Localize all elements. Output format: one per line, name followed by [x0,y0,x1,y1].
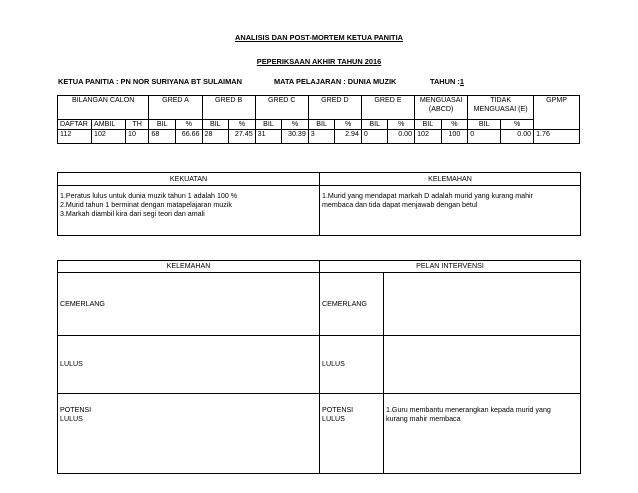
gred-e-bil-value: 0 [361,130,388,144]
subheader-cell: % [282,120,309,130]
subheader-cell: % [441,120,468,130]
row-label-line: LULUS [60,414,83,423]
kelemahan-line: membaca dan tida dapat menjawab dengan betul [322,200,478,209]
kekuatan-content [58,186,320,236]
gred-e-pct-value: 0.00 [388,130,415,144]
intervensi-cell [384,273,581,336]
kekuatan-header: KEKUATAN [58,173,320,186]
daftar-value: 112 [58,130,92,144]
stats-sub-header-row [58,120,580,130]
gred-c-bil-value: 31 [255,130,282,144]
subheader-cell: % [335,120,362,130]
kekuatan-line: 2.Murid tahun 1 berminat dengan matapelajaran muzik [60,200,232,209]
gred-c-pct-value: 30.39 [282,130,309,144]
ketua-panitia-label: KETUA PANITIA : PN NOR SURIYANA BT SULAIMAN [58,77,242,86]
row-label: LULUS [58,336,107,394]
header-gred-b: GRED B [202,96,255,120]
header-gred-d: GRED D [308,96,361,120]
subheader-cell: % [388,120,415,130]
intervensi-cell [384,394,581,474]
subheader-cell: BIL [468,120,501,130]
subheader-cell: BIL [308,120,335,130]
intervensi-row-cemerlang [58,273,581,336]
subheader-cell: % [229,120,256,130]
stats-table [57,95,580,144]
page-title: ANALISIS DAN POST-MORTEM KETUA PANITIA [235,33,403,42]
subheader-cell: BIL [255,120,282,130]
row-label: CEMERLANG [58,273,107,336]
row-label: CEMERLANG [320,273,384,336]
gred-b-bil-value: 28 [202,130,229,144]
intervensi-line: kurang mahir membaca [386,414,461,423]
kelemahan-cell [107,336,320,394]
page-subtitle: PEPERIKSAAN AKHIR TAHUN 2016 [256,57,382,66]
gred-a-pct-value: 66.66 [175,130,202,144]
mata-pelajaran-label: MATA PELAJARAN : DUNIA MUZIK [274,77,397,86]
kekuatan-line: 3.Markah diambil kira dari segi teori dan amali [60,209,205,218]
header-gpmp: GPMP [534,96,580,130]
kelemahan-content [320,186,581,236]
pelan-intervensi-table [57,260,581,474]
intervensi-line: 1.Guru membantu menerangkan kepada murid yang [386,406,551,414]
subheader-cell: % [501,120,534,130]
intervensi-cell [384,336,581,394]
kekuatan-kelemahan-table [57,172,581,236]
header-bilangan-calon: BILANGAN CALON [58,96,149,120]
header-tidak-menguasai: TIDAK MENGUASAI (E) [468,96,534,120]
intervensi-row-lulus [58,336,581,394]
subheader-cell: DAFTAR [58,120,92,130]
row-label [58,394,107,474]
kekuatan-line: 1.Peratus lulus untuk dunia muzik tahun 1 adalah 100 % [60,192,238,200]
subheader-cell: BIL [202,120,229,130]
intervensi-row-potensi-lulus [58,394,581,474]
kelemahan-cell [107,394,320,474]
kelemahan-header: KELEMAHAN [58,261,320,273]
row-label-line: POTENSI [60,406,92,414]
gred-d-pct-value: 2.94 [335,130,362,144]
row-label [320,394,384,474]
subheader-cell: BIL [149,120,176,130]
header-gred-e: GRED E [361,96,414,120]
stats-group-header-row [58,96,580,120]
gpmp-value: 1.76 [534,130,580,144]
th-value: 10 [126,130,149,144]
menguasai-pct-value: 100 [441,130,468,144]
gred-b-pct-value: 27.45 [229,130,256,144]
header-gred-c: GRED C [255,96,308,120]
row-label-line: POTENSI [322,406,354,414]
subheader-cell: BIL [361,120,388,130]
kelemahan-line: 1.Murid yang mendapat markah D adalah murid yang kurang mahir [322,192,533,200]
tidak-menguasai-pct-value: 0.00 [501,130,534,144]
header-menguasai: MENGUASAI (ABCD) [415,96,468,120]
kelemahan-header: KELEMAHAN [320,173,581,186]
row-label-line: LULUS [322,414,345,423]
pelan-intervensi-header: PELAN INTERVENSI [320,261,581,273]
kelemahan-cell [107,273,320,336]
header-gred-a: GRED A [149,96,202,120]
gred-d-bil-value: 3 [308,130,335,144]
subheader-cell: % [175,120,202,130]
subheader-cell: BIL [415,120,442,130]
menguasai-bil-value: 102 [415,130,442,144]
stats-values-row [58,130,580,144]
tahun-label: TAHUN :1 [430,77,464,86]
tidak-menguasai-bil-value: 0 [468,130,501,144]
subheader-cell: TH [126,120,149,130]
gred-a-bil-value: 68 [149,130,176,144]
ambil-value: 102 [92,130,126,144]
row-label: LULUS [320,336,384,394]
subheader-cell: AMBIL [92,120,126,130]
